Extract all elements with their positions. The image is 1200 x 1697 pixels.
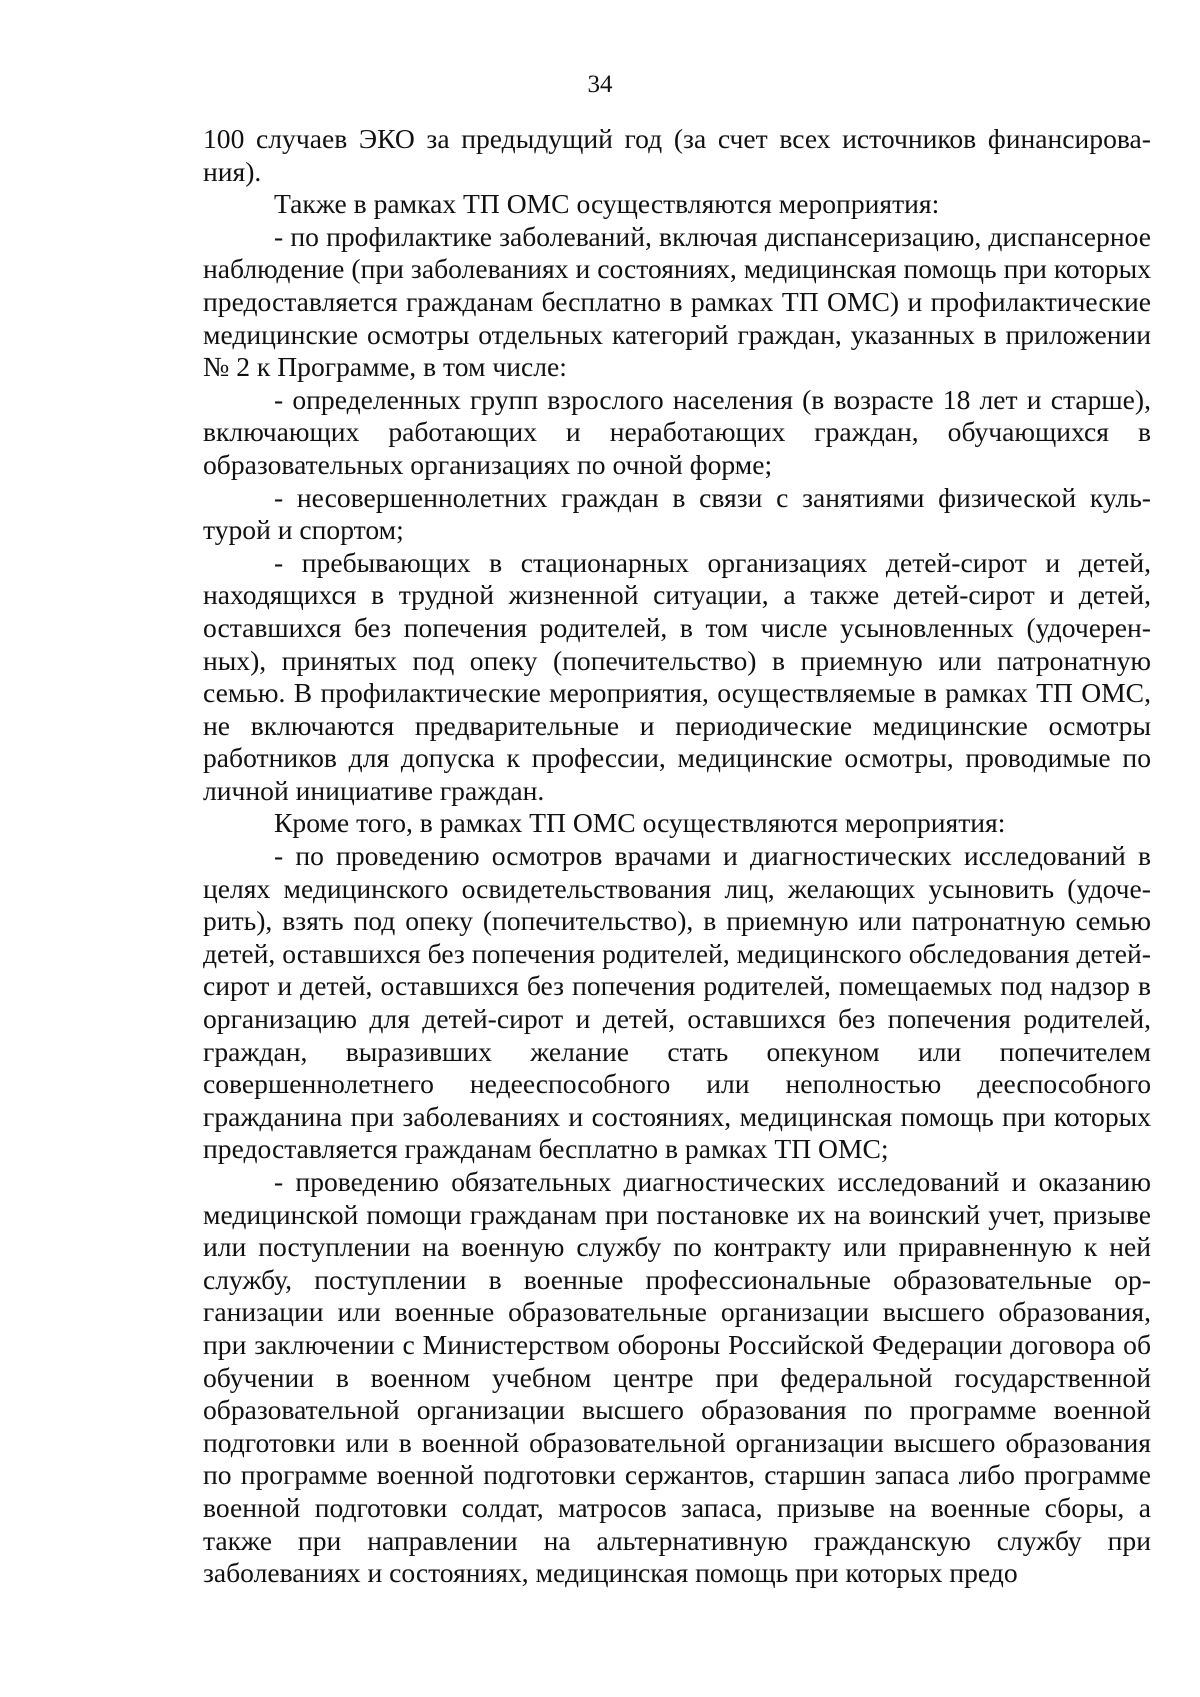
document-body xyxy=(203,123,1151,1590)
paragraph: Также в рамках ТП ОМС осуществляются мероприятия: xyxy=(274,188,940,220)
paragraph: Кроме того, в рамках ТП ОМС осуществляются мероприятия: xyxy=(274,807,1006,839)
paragraph: 100 случаев ЭКО за предыдущий год (за счет всех источников финансирования). xyxy=(203,123,1151,187)
paragraph: - проведению обязательных диагностических исследований и оказанию медицинской помощи гражданам при постановке их на воинский учет, призыве или поступлении на военную службу по контракту или приравненную к ней службу, поступлении в военные профессиональные образовательные организации или военные образовательные организации высшего образования, при заключении с Министерством обороны Российской Федерации договора об обучении в военном учебном центре при федеральной государственной образовательной организации высшего образования по программе военной подготовки или в военной образовательной организации высшего образования по программе военной подготовки сержантов, старшин запаса либо программе военной подготовки солдат, матросов запаса, призыве на военные сборы, а также при направлении на альтернативную гражданскую службу при заболеваниях и состояниях, медицинская помощь при которых предо xyxy=(203,1166,1151,1589)
page-number: 34 xyxy=(587,71,613,98)
paragraph: - по проведению осмотров врачами и диагностических исследований в целях медицинского освидетельствования лиц, желающих усыновить (удочерить), взять под опеку (попечительство), в приемную или патронатную семью детей, оставшихся без попечения родителей, медицинского обследования детей-сирот и детей, оставшихся без попечения родителей, помещаемых под надзор в организацию для детей-сирот и детей, оставшихся без попечения родителей, граждан, выразивших желание стать опекуном или попечителем совершеннолетнего недееспособного или неполностью дееспособного гражданина при заболеваниях и состояниях, медицинская помощь при которых предоставляется гражданам бесплатно в рамках ТП ОМС; xyxy=(203,840,1151,1165)
paragraph: - определенных групп взрослого населения (в возрасте 18 лет и старше), включающих работающих и неработающих граждан, обучающихся в образовательных организациях по очной форме; xyxy=(203,383,1151,480)
paragraph: - по профилактике заболеваний, включая диспансеризацию, диспансерное наблюдение (при заболеваниях и состояниях, медицинская помощь при которых предоставляется гражданам бесплатно в рамках ТП ОМС) и профилактические медицинские осмотры отдельных категорий граждан, указанных в приложении № 2 к Программе, в том числе: xyxy=(203,220,1151,383)
paragraph: - пребывающих в стационарных организациях детей-сирот и детей, находящихся в трудной жизненной ситуации, а также детей-сирот и детей, оставшихся без попечения родителей, в том числе усыновленных (удочеренных), принятых под опеку (попечительство) в приемную или патронатную семью. В профилактические мероприятия, осуществляемые в рамках ТП ОМС, не включаются предварительные и периодические медицинские осмотры работников для допуска к профессии, медицинские осмотры, проводимые по личной инициативе граждан. xyxy=(203,546,1151,806)
paragraph: - несовершеннолетних граждан в связи с занятиями физической культурой и спортом; xyxy=(203,481,1151,546)
